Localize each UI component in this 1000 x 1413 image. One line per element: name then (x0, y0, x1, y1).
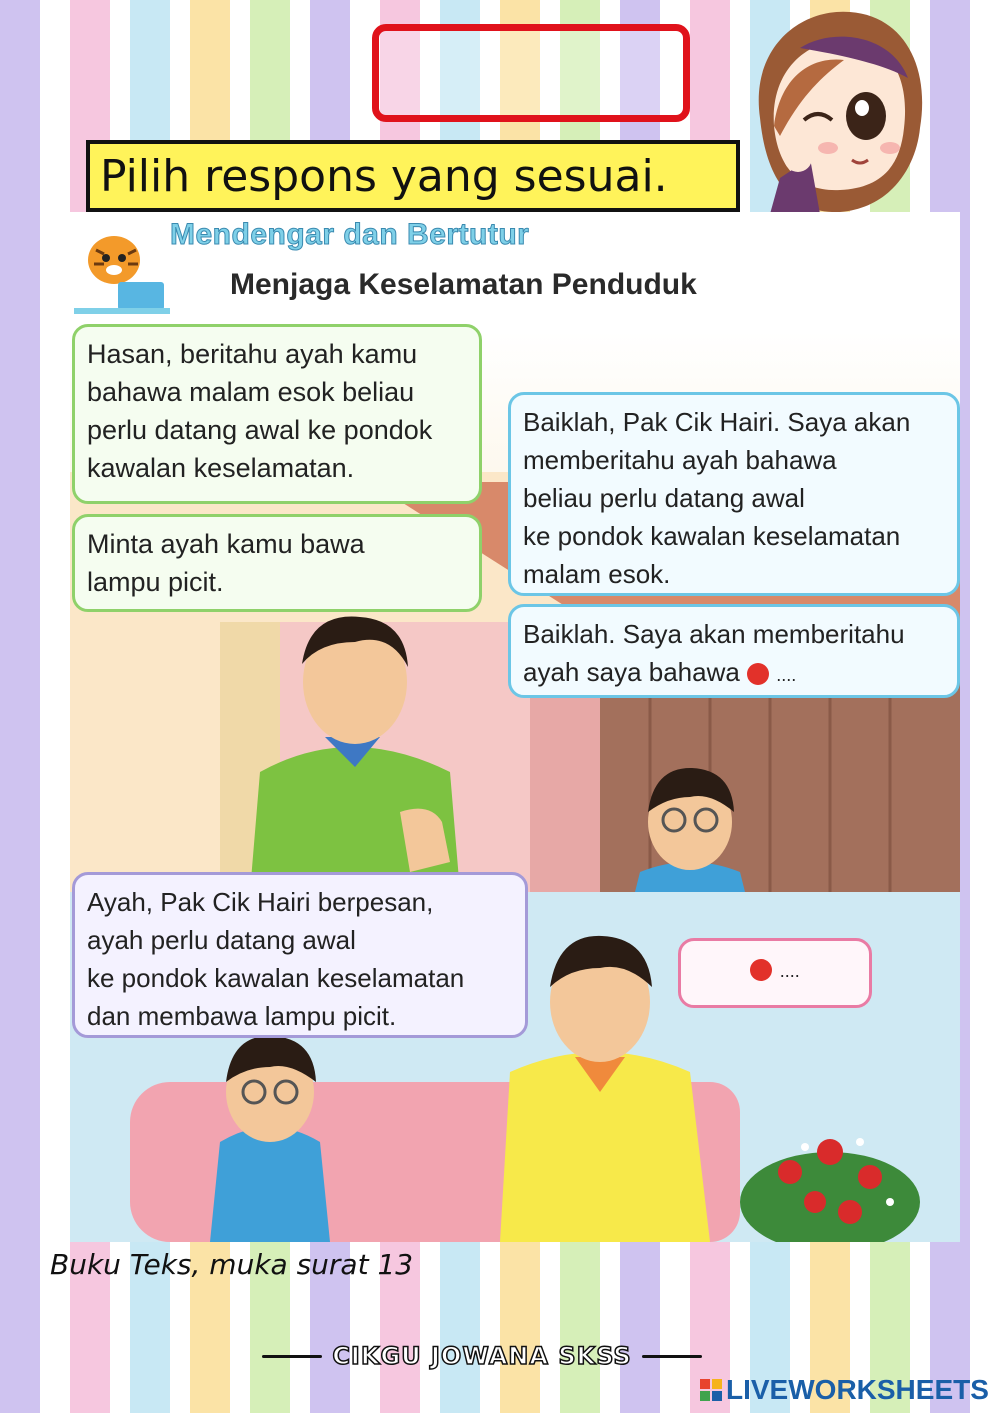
bubble-line: lampu picit. (87, 567, 224, 597)
bubble-line: bahawa malam esok beliau (87, 377, 415, 407)
bubble-line: malam esok. (523, 559, 671, 589)
liveworksheets-logo-icon (700, 1379, 722, 1401)
placeholder-dots: .... (779, 961, 800, 981)
instruction-banner (86, 140, 740, 212)
credit-banner (262, 1334, 702, 1378)
bubble-line: ayah perlu datang awal (87, 925, 356, 955)
red-thinking-emoji-icon (750, 959, 772, 981)
speech-bubble-boy-2 (508, 604, 960, 698)
brand-text: LIVEWORKSHEETS (726, 1374, 989, 1405)
speech-bubble-boy-1 (508, 392, 960, 596)
worksheet-title: Menjaga Keselamatan Penduduk (230, 268, 697, 301)
hijab-girl-avatar-icon (740, 8, 930, 214)
answer-drop-box[interactable] (372, 24, 690, 122)
credit-divider-right (642, 1355, 702, 1358)
bubble-line: ke pondok kawalan keselamatan (523, 521, 901, 551)
bubble-line: Baiklah. Saya akan memberitahu (523, 619, 905, 649)
bubble-line: dan membawa lampu picit. (87, 1001, 397, 1031)
speech-bubble-boy-3 (72, 872, 528, 1038)
bubble-line: Hasan, beritahu ayah kamu (87, 339, 418, 369)
textbook-panel (70, 212, 960, 1242)
speech-bubble-man-1 (72, 324, 482, 504)
credit-text: CIKGU JOWANA SKSS (332, 1342, 632, 1370)
bubble-line: beliau perlu datang awal (523, 483, 805, 513)
placeholder-dots: .... (776, 665, 797, 685)
section-label: Mendengar dan Bertutur (170, 218, 530, 251)
red-thinking-emoji-icon (747, 663, 769, 685)
speech-bubble-man-2 (72, 514, 482, 612)
bubble-line: memberitahu ayah bahawa (523, 445, 837, 475)
bubble-line: kawalan keselamatan. (87, 453, 355, 483)
bubble-line: Minta ayah kamu bawa (87, 529, 365, 559)
liveworksheets-brand[interactable] (700, 1374, 989, 1406)
speech-bubble-father (678, 938, 872, 1008)
bubble-line-text: ayah saya bahawa (523, 657, 740, 687)
bubble-line: Baiklah, Pak Cik Hairi. Saya akan (523, 407, 911, 437)
bubble-line: ke pondok kawalan keselamatan (87, 963, 465, 993)
bubble-line (523, 653, 945, 694)
instruction-text: Pilih respons yang sesuai. (100, 150, 668, 202)
bubble-line: perlu datang awal ke pondok (87, 415, 433, 445)
bubble-line: Ayah, Pak Cik Hairi berpesan, (87, 887, 434, 917)
textbook-caption: Buku Teks, muka surat 13 (50, 1248, 414, 1281)
credit-divider-left (262, 1355, 322, 1358)
tiger-mascot-icon (74, 220, 170, 316)
